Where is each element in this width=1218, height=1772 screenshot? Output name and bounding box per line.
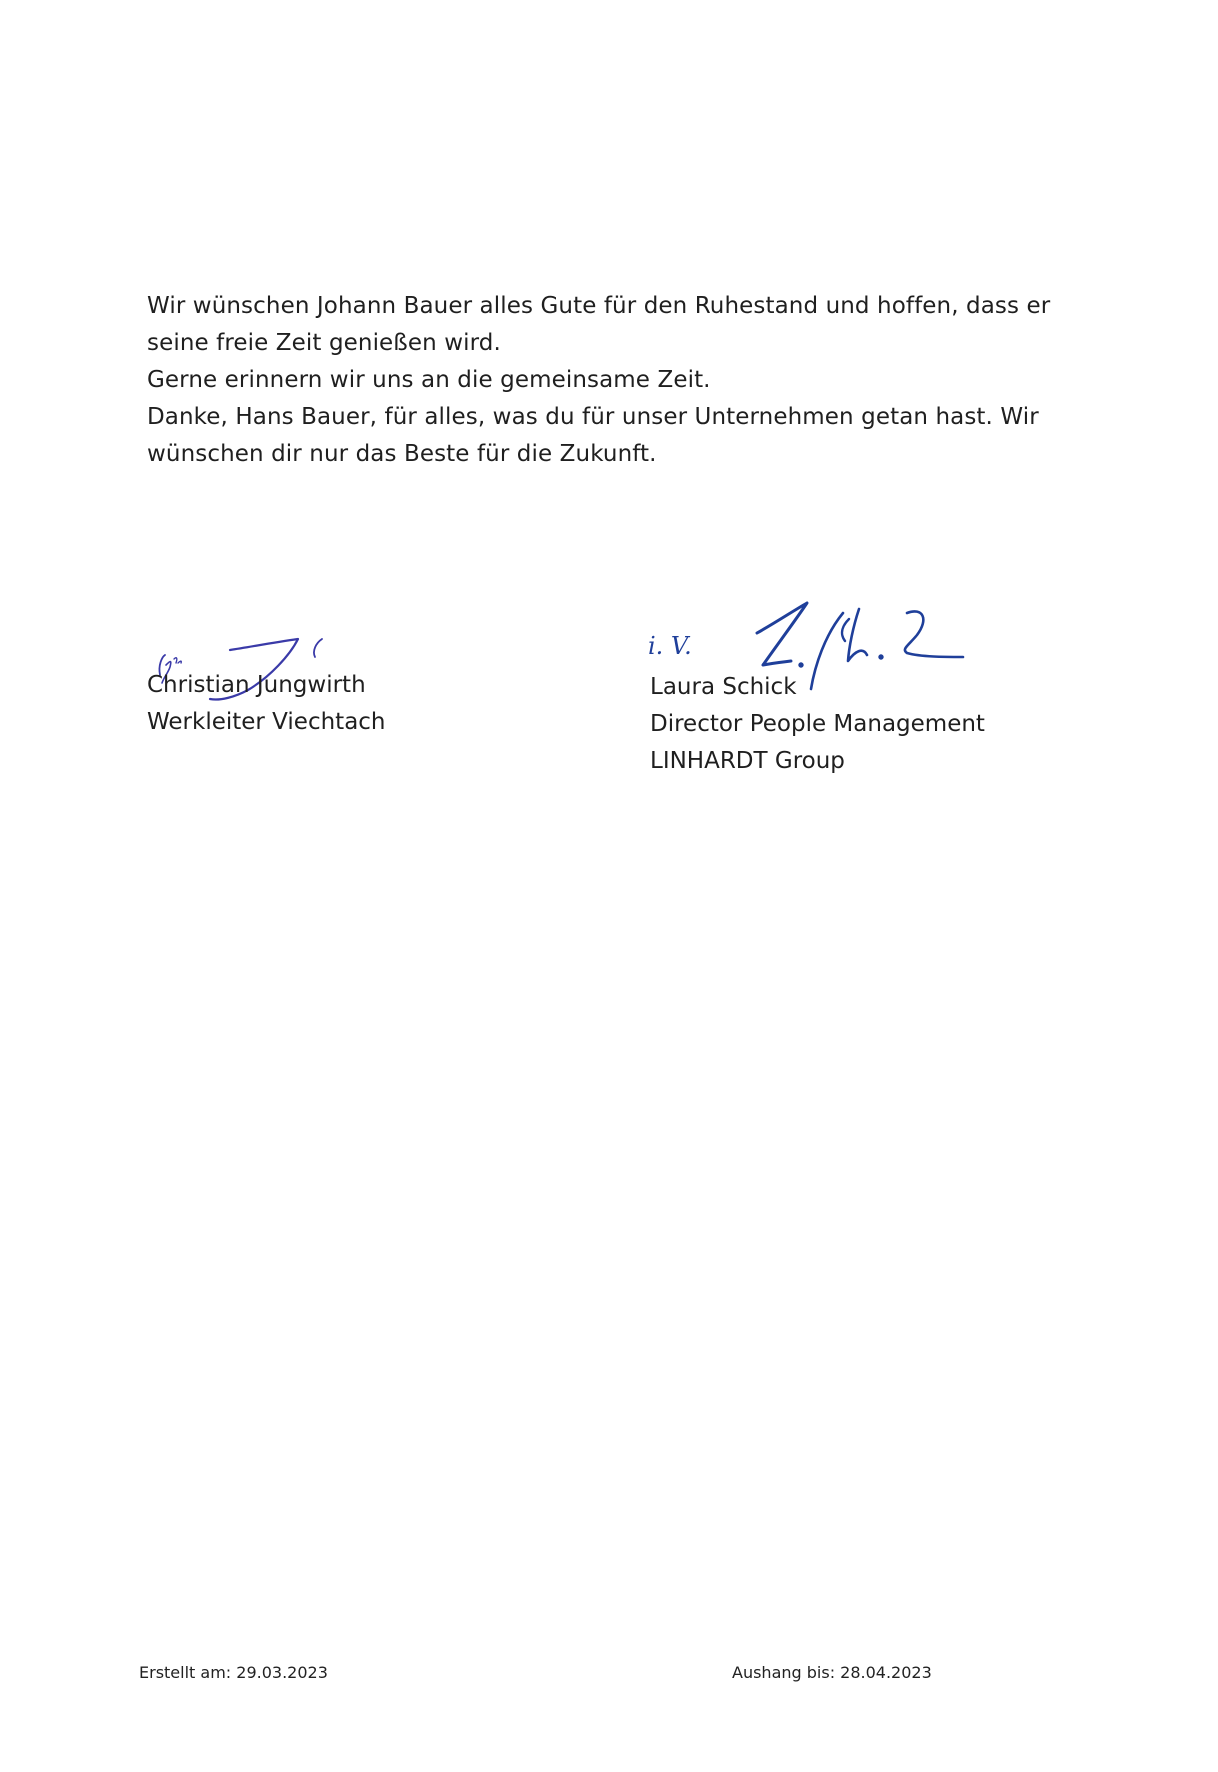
letter-body [147, 288, 1087, 473]
footer-created-date: Erstellt am: 29.03.2023 [139, 1663, 328, 1682]
paragraph-3: Danke, Hans Bauer, für alles, was du für unser Unternehmen getan hast. Wir wünschen dir nur das Beste für die Zukunft. [147, 404, 1039, 467]
signature-right-prefix: i. V. [648, 632, 692, 660]
footer-posted-until: Aushang bis: 28.04.2023 [732, 1663, 932, 1682]
signature-left [147, 667, 386, 741]
signatory-left-name: Christian Jungwirth [147, 672, 366, 698]
signatory-left-title: Werkleiter Viechtach [147, 709, 386, 735]
signatory-right-title: Director People Management [650, 711, 985, 737]
signatory-right-company: LINHARDT Group [650, 748, 845, 774]
paragraph-1: Wir wünschen Johann Bauer alles Gute für den Ruhestand und hoffen, dass er seine freie Zeit genießen wird. [147, 293, 1051, 356]
paragraph-2: Gerne erinnern wir uns an die gemeinsame Zeit. [147, 367, 711, 393]
signature-right [650, 669, 985, 780]
signatory-right-name: Laura Schick [650, 674, 797, 700]
